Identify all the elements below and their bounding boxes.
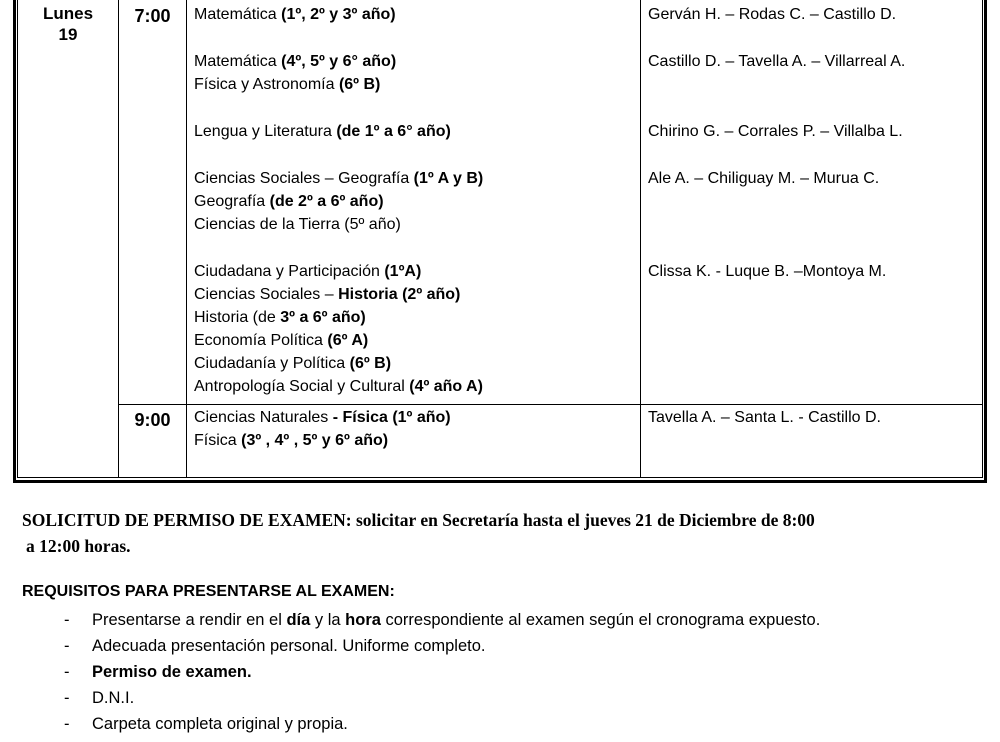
subject-line: Ciencias Sociales – Geografía (1º A y B) [194,170,484,187]
teacher-line-spacer [648,73,905,96]
list-item [0,607,1000,633]
subject-line: Geografía (de 2º a 6º año) [194,193,384,210]
teacher-line-spacer [648,306,905,329]
teacher-line: Gerván H. – Rodas C. – Castillo D. [648,6,897,23]
bullet-dash: - [64,689,70,707]
column-divider [118,0,119,478]
subject-line: Ciencias de la Tierra (5º año) [194,216,401,233]
requisitos-title: REQUISITOS PARA PRESENTARSE AL EXAMEN: [22,583,395,600]
subject-line: Ciudadanía y Política (6º B) [194,355,392,372]
subject-line: Matemática (1º, 2º y 3º año) [194,6,396,23]
list-item [0,711,1000,737]
day-cell [18,3,118,45]
teacher-line: Chirino G. – Corrales P. – Villalba L. [648,123,903,140]
solicitud-line-1: SOLICITUD DE PERMISO DE EXAMEN: solicitar en Secretaría hasta el jueves 21 de Diciembre de 8:00 [22,510,815,530]
subject-line: Historia (de 3º a 6º año) [194,309,366,326]
teacher-line: Castillo D. – Tavella A. – Villarreal A. [648,53,906,70]
row-divider [118,404,983,405]
teacher-line: Ale A. – Chiliguay M. – Murua C. [648,170,880,187]
teachers-column [648,406,881,452]
requisitos-list [0,607,1000,737]
teacher-line: Clissa K. - Luque B. –Montoya M. [648,263,887,280]
subjects-column [194,3,483,398]
group-gap [648,236,905,260]
group-gap [194,236,483,260]
list-item-text: Carpeta completa original y propia. [92,715,348,733]
teacher-line-spacer [648,352,905,375]
subject-line: Ciencias Naturales - Física (1º año) [194,409,451,426]
subject-line: Lengua y Literatura (de 1º a 6° año) [194,123,451,140]
day-name: Lunes [42,4,94,23]
teacher-line: Tavella A. – Santa L. - Castillo D. [648,409,881,426]
solicitud-paragraph [22,507,997,559]
subject-line: Ciudadana y Participación (1ºA) [194,263,422,280]
list-item-text: Permiso de examen. [92,663,252,681]
subjects-column [194,406,451,452]
time-cell: 7:00 [134,6,171,26]
teacher-line-spacer [648,190,905,213]
group-gap [194,26,483,50]
subject-line: Economía Política (6º A) [194,332,369,349]
subject-line: Matemática (4º, 5º y 6° año) [194,53,397,70]
list-item [0,685,1000,711]
bullet-dash: - [64,637,70,655]
column-divider [186,0,187,478]
teacher-line-spacer [648,213,905,236]
group-gap [648,143,905,167]
list-item [0,659,1000,685]
subject-line: Física (3º , 4º , 5º y 6º año) [194,432,389,449]
list-item [0,633,1000,659]
solicitud-line-2: a 12:00 horas. [26,536,131,556]
group-gap [648,26,905,50]
bullet-dash: - [64,611,70,629]
bullet-dash: - [64,715,70,733]
group-gap [194,96,483,120]
bullet-dash: - [64,663,70,681]
teacher-line-spacer [648,375,905,398]
teachers-column [648,3,905,398]
group-gap [194,143,483,167]
teacher-line-spacer [648,429,881,452]
teacher-line-spacer [648,329,905,352]
time-cell: 9:00 [134,410,171,430]
list-item-text: Adecuada presentación personal. Uniforme completo. [92,637,486,655]
column-divider [640,0,641,478]
list-item-text: D.N.I. [92,689,135,707]
subject-line: Física y Astronomía (6º B) [194,76,381,93]
list-item-text: Presentarse a rendir en el día y la hora correspondiente al examen según el cronograma expuesto. [92,611,821,629]
day-number: 19 [58,25,78,44]
group-gap [648,96,905,120]
teacher-line-spacer [648,283,905,306]
subject-line: Ciencias Sociales – Historia (2º año) [194,286,461,303]
subject-line: Antropología Social y Cultural (4º año A) [194,378,483,395]
